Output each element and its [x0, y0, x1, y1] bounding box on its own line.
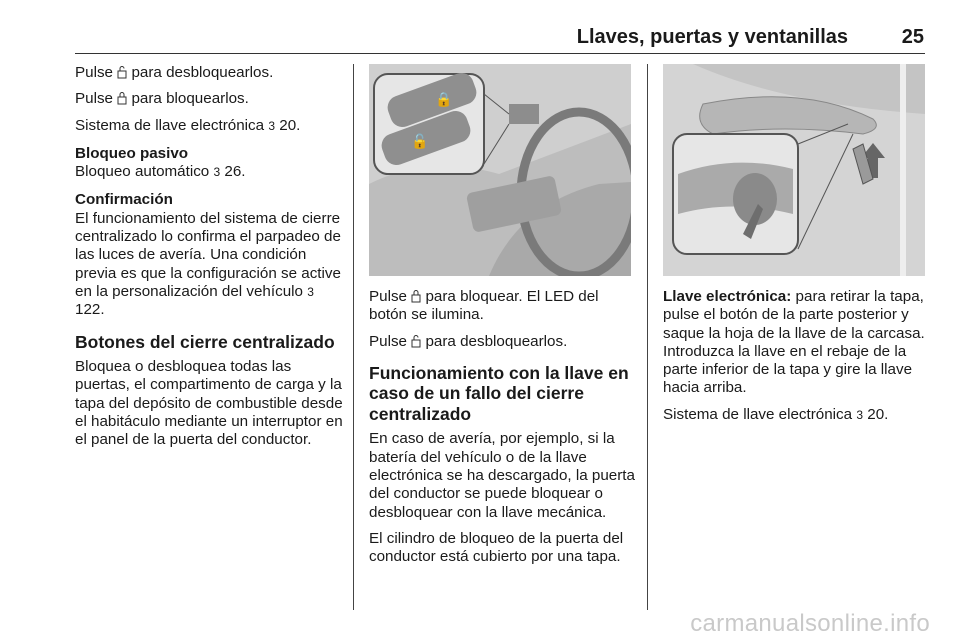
column-1	[75, 64, 343, 458]
heading-key-failure: Funcionamiento con la llave en caso de un fallo del cierre centralizado	[369, 362, 629, 424]
electronic-key-lead: Llave electrónica:	[663, 288, 792, 305]
column-divider-left	[353, 64, 354, 610]
paragraph-press-lock: Pulse para bloquear. El LED del botón se ilumina.	[369, 288, 599, 324]
paragraph-auto-lock: Bloqueo automático 3 26.	[75, 163, 246, 181]
heading-confirmation: Confirmación	[75, 191, 173, 209]
paragraph-press-unlock: Pulse para desbloquearlos.	[369, 332, 568, 350]
paragraph-electronic-key-ref: Sistema de llave electrónica 3 20.	[75, 116, 301, 134]
lock-icon	[117, 91, 127, 105]
reference-arrow-icon: 3	[307, 284, 314, 299]
paragraph-unlock: Pulse para desbloquearlos.	[75, 64, 274, 81]
paragraph-key-failure: En caso de avería, por ejemplo, si la batería del vehículo o de la llave electrónica se ha descargado, la puerta del conductor se puede bloquear o desbloquear con la llave mecánica.	[369, 430, 635, 521]
heading-central-lock-buttons: Botones del cierre centralizado	[75, 331, 335, 352]
column-3	[663, 64, 931, 432]
paragraph-lock-cylinder: El cilindro de bloqueo de la puerta del conductor está cubierto por una tapa.	[369, 529, 624, 566]
paragraph-lock: Pulse para bloquearlos.	[75, 90, 249, 108]
reference-arrow-icon: 3	[856, 407, 864, 422]
watermark: carmanualsonline.info	[690, 610, 930, 637]
paragraph-electronic-key: Llave electrónica: para retirar la tapa, pulse el botón de la parte posterior y saque la hoja de la llave de la carcasa. Introduzca la llave en el rebaje de la parte inferior de la tapa y gire la llave hacia arriba.	[663, 288, 925, 397]
unlock-icon	[117, 65, 127, 79]
door-lock-buttons-figure	[369, 64, 631, 276]
svg-text:🔒: 🔒	[435, 92, 453, 108]
door-handle-figure	[663, 64, 925, 276]
paragraph-confirmation: El funcionamiento del sistema de cierre centralizado lo confirma el parpadeo de las luces de avería. Una condición previa es que la configuración se active en la personalización del vehículo 3 122.	[75, 209, 341, 319]
page-title: Llaves, puertas y ventanillas	[576, 26, 848, 48]
paragraph-central-lock-buttons: Bloquea o desbloquea todas las puertas, el compartimento de carga y la tapa del depósito de combustible desde el habitáculo mediante un interruptor en el panel de la puerta del conductor.	[75, 358, 343, 449]
reference-arrow-icon: 3	[268, 118, 276, 133]
page-number: 25	[901, 26, 924, 48]
door-handle-illustration	[663, 64, 925, 276]
heading-passive-lock: Bloqueo pasivo	[75, 144, 189, 162]
svg-text:🔓: 🔓	[411, 134, 429, 150]
column-2	[369, 64, 635, 574]
paragraph-electronic-key-system-ref: Sistema de llave electrónica 3 20.	[663, 405, 889, 423]
lock-icon	[411, 289, 421, 303]
reference-arrow-icon: 3	[213, 165, 221, 180]
unlock-icon	[411, 334, 421, 348]
door-panel-illustration	[369, 64, 631, 276]
column-divider-right	[647, 64, 648, 610]
header-rule	[75, 53, 925, 54]
